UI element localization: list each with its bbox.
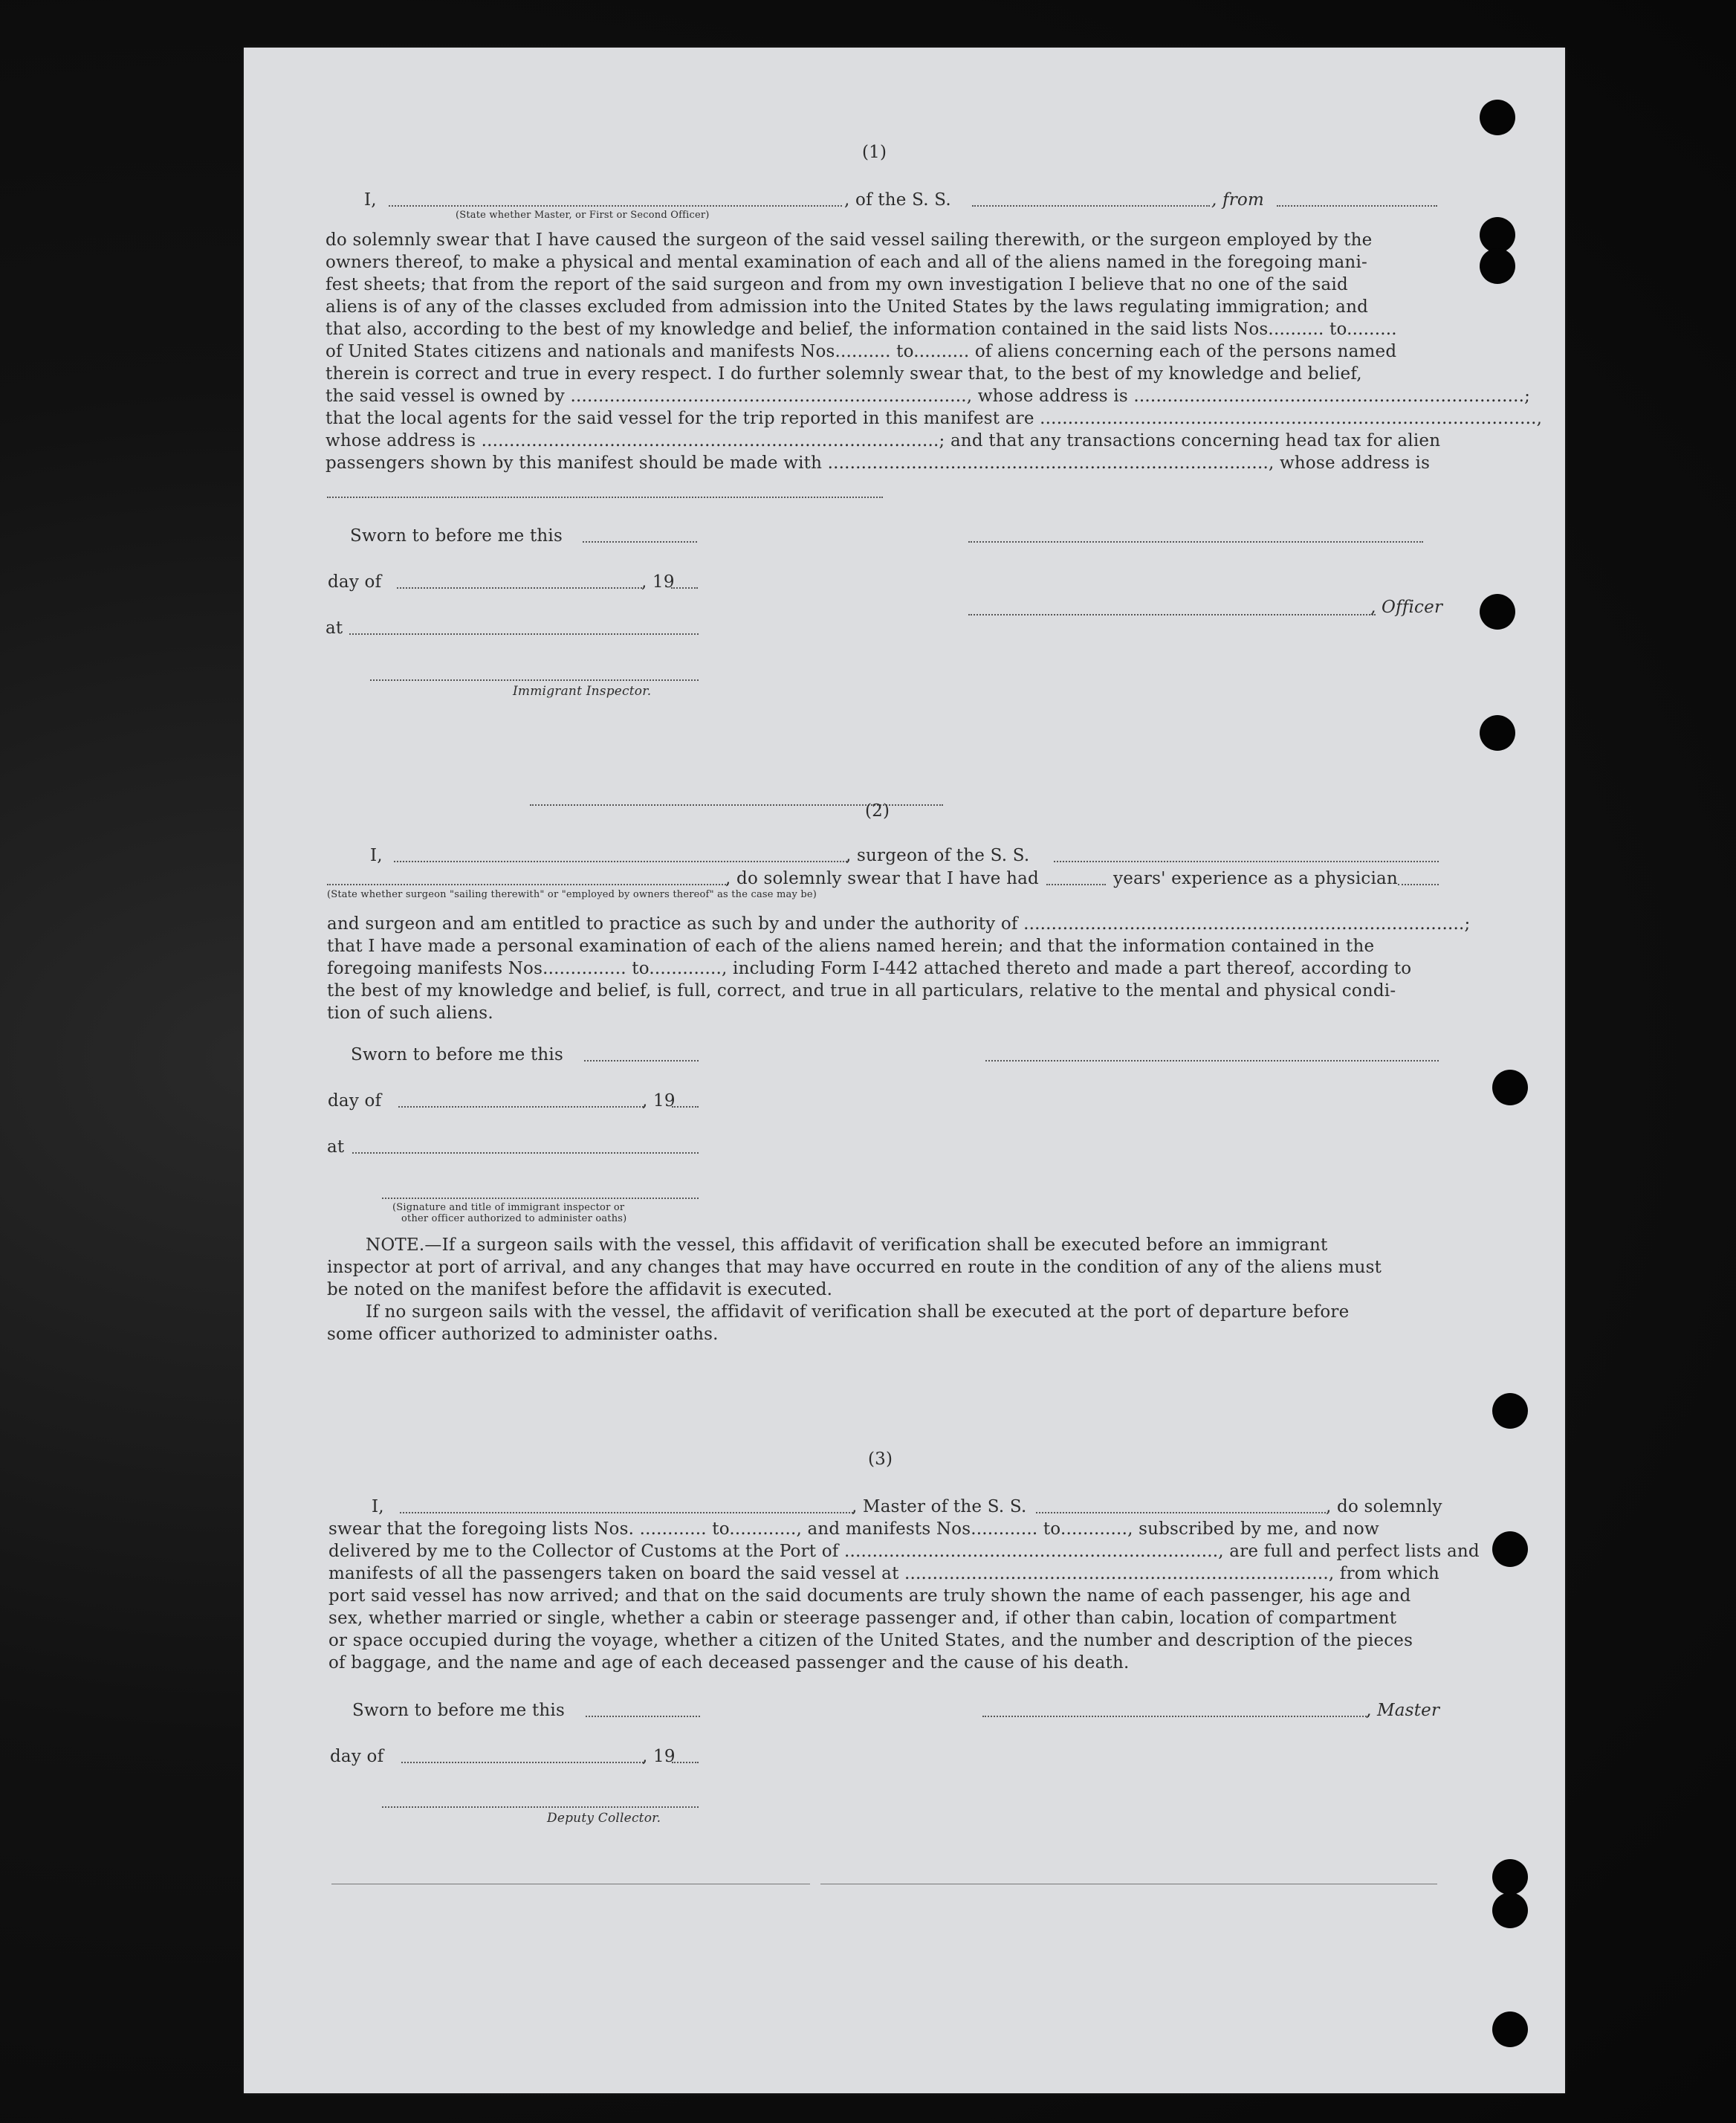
s2-year-label: , 19 xyxy=(642,1091,676,1111)
punch-hole xyxy=(1492,2011,1528,2047)
s1-inspector-label: Immigrant Inspector. xyxy=(513,684,652,699)
s3-master-sign-line xyxy=(982,1716,1369,1717)
s2-sig-note-1: (Signature and title of immigrant inspector or xyxy=(392,1202,625,1213)
s2-authority-line xyxy=(382,1198,699,1199)
s3-sworn-line xyxy=(586,1716,700,1717)
s1-line: aliens is of any of the classes excluded from admission into the United States by the laws regulating immigration; and xyxy=(326,297,1369,317)
s2-at-line xyxy=(352,1152,699,1154)
s3-line: delivered by me to the Collector of Customs at the Port of ..................................................................., are full and perfect lists and xyxy=(328,1542,1480,1561)
s2-tail-line xyxy=(1398,884,1439,885)
s2-sworn-line xyxy=(584,1060,699,1062)
s1-officer-sign-line-top xyxy=(968,541,1423,543)
punch-hole xyxy=(1480,217,1515,253)
s2-line: tion of such aliens. xyxy=(327,1004,493,1023)
s2-dayof-line xyxy=(398,1106,644,1108)
s1-i-label: I, xyxy=(364,190,377,210)
s1-line: of United States citizens and nationals and manifests Nos.......... to.......... of aliens concerning each of the persons named xyxy=(326,342,1397,361)
s2-years-line xyxy=(1046,884,1106,885)
s3-line: sex, whether married or single, whether a cabin or steerage passenger and, if other than cabin, location of compartment xyxy=(328,1609,1397,1628)
s1-at-line xyxy=(349,633,699,635)
s2-sworn-label: Sworn to before me this xyxy=(351,1045,563,1064)
s3-line: swear that the foregoing lists Nos. ............ to............, and manifests Nos............ to............, subscribed by me, and now xyxy=(328,1519,1379,1539)
s2-dayof-label: day of xyxy=(328,1091,382,1111)
s3-master-sign-label: , Master xyxy=(1366,1701,1440,1720)
s2-surgeon-label: , surgeon of the S. S. xyxy=(846,846,1030,865)
s3-master-label: , Master of the S. S. xyxy=(852,1497,1027,1516)
punch-hole xyxy=(1492,1393,1528,1429)
s2-i-label: I, xyxy=(370,846,383,865)
s1-inspector-line xyxy=(370,679,699,681)
document-page xyxy=(244,48,1565,2093)
s1-dayof-label: day of xyxy=(328,572,382,592)
s2-line: the best of my knowledge and belief, is full, correct, and true in all particulars, relative to the mental and physical condi- xyxy=(327,981,1396,1001)
s1-officer-name-line xyxy=(389,205,842,207)
s3-line: port said vessel has now arrived; and that on the said documents are truly shown the name of each passenger, his age and xyxy=(328,1586,1411,1606)
s2-line: that I have made a personal examination of each of the aliens named herein; and that the information contained in the xyxy=(327,937,1375,956)
s1-year-label: , 19 xyxy=(641,572,675,592)
s1-officer-note: (State whether Master, or First or Second Officer) xyxy=(456,210,710,221)
s3-name-line xyxy=(400,1512,853,1513)
s1-line: the said vessel is owned by ......................................................................., whose address is ......................................................................; xyxy=(326,387,1531,406)
s3-year-label: , 19 xyxy=(642,1747,676,1766)
s1-line: that also, according to the best of my knowledge and belief, the information contained in the said lists Nos.......... to......... xyxy=(326,320,1397,339)
punch-hole xyxy=(1480,594,1515,630)
s2-year-line xyxy=(672,1106,699,1108)
s1-from-label: , from xyxy=(1211,190,1264,210)
s3-collector-line xyxy=(382,1806,699,1808)
bleed-through-text xyxy=(348,137,356,163)
s3-line: manifests of all the passengers taken on board the said vessel at ............................................................................, from which xyxy=(328,1564,1439,1583)
s1-dayof-line xyxy=(397,587,642,589)
punch-hole xyxy=(1492,1070,1528,1105)
s1-line: do solemnly swear that I have caused the surgeon of the said vessel sailing therewith, or the surgeon employed by the xyxy=(326,230,1373,250)
s1-line: passengers shown by this manifest should be made with ..............................................................................., whose address is xyxy=(326,453,1431,473)
s2-status-line xyxy=(327,884,728,885)
s3-line: of baggage, and the name and age of each deceased passenger and the cause of his death. xyxy=(328,1653,1130,1673)
s3-dayof-line xyxy=(401,1762,644,1763)
s2-at-label: at xyxy=(327,1137,345,1157)
punch-hole xyxy=(1480,248,1515,284)
section-3-number: (3) xyxy=(868,1450,893,1469)
s1-ship-name-line xyxy=(972,205,1210,207)
s1-from-line xyxy=(1277,205,1437,207)
s1-sworn-line xyxy=(583,541,697,543)
s1-line: owners thereof, to make a physical and mental examination of each and all of the aliens named in the foregoing mani- xyxy=(326,253,1367,272)
s1-continuation-line xyxy=(327,497,883,498)
s3-sworn-label: Sworn to before me this xyxy=(352,1701,565,1720)
s2-status-note: (State whether surgeon "sailing therewith" or "employed by owners thereof" as the case may be) xyxy=(327,889,817,900)
s3-dayof-label: day of xyxy=(330,1747,384,1766)
s2-line: and surgeon and am entitled to practice as such by and under the authority of ...............................................................................; xyxy=(327,914,1471,934)
punch-hole xyxy=(1480,715,1515,751)
s3-year-line xyxy=(672,1762,699,1763)
note-line: be noted on the manifest before the affidavit is executed. xyxy=(327,1280,833,1299)
s1-at-label: at xyxy=(326,618,343,638)
note-line: NOTE.—If a surgeon sails with the vessel, this affidavit of verification shall be executed before an immigrant xyxy=(366,1235,1328,1255)
s1-line: therein is correct and true in every respect. I do further solemnly swear that, to the best of my knowledge and belief, xyxy=(326,364,1362,384)
s2-sig-note-2: other officer authorized to administer oaths) xyxy=(401,1213,627,1224)
s1-ofss-label: , of the S. S. xyxy=(844,190,951,210)
s1-officer-label: , Officer xyxy=(1370,598,1443,617)
s3-ship-line xyxy=(1036,1512,1326,1513)
s1-year-line xyxy=(671,587,698,589)
s1-line: that the local agents for the said vessel for the trip reported in this manifest are ........................................................................................., xyxy=(326,409,1543,428)
s3-collector-label: Deputy Collector. xyxy=(547,1811,661,1826)
section-2-number: (2) xyxy=(865,801,890,821)
s2-line: foregoing manifests Nos............... to............., including Form I-442 attached thereto and made a part thereof, according to xyxy=(327,959,1412,978)
punch-hole xyxy=(1492,1531,1528,1567)
s2-sign-line xyxy=(985,1060,1439,1062)
s2-years-label: years' experience as a physician xyxy=(1113,869,1398,888)
s3-swear-label: , do solemnly xyxy=(1326,1497,1442,1516)
note-line: some officer authorized to administer oaths. xyxy=(327,1325,719,1344)
s3-line: or space occupied during the voyage, whether a citizen of the United States, and the number and description of the pieces xyxy=(328,1631,1413,1650)
section-1-number: (1) xyxy=(862,143,887,162)
punch-hole xyxy=(1492,1893,1528,1928)
s1-sworn-label: Sworn to before me this xyxy=(350,526,563,546)
note-line: If no surgeon sails with the vessel, the affidavit of verification shall be executed at the port of departure before xyxy=(366,1302,1350,1322)
s2-ship-line xyxy=(1054,861,1439,862)
note-line: inspector at port of arrival, and any changes that may have occurred en route in the condition of any of the aliens must xyxy=(327,1258,1382,1277)
s1-officer-sign-line xyxy=(968,614,1376,615)
s3-i-label: I, xyxy=(372,1497,384,1516)
s2-name-line xyxy=(394,861,847,862)
punch-hole xyxy=(1480,100,1515,135)
s1-line: whose address is ..................................................................................; and that any transactions concerning head tax for alien xyxy=(326,431,1441,450)
s2-solemn-label: , do solemnly swear that I have had xyxy=(725,869,1039,888)
s1-line: fest sheets; that from the report of the said surgeon and from my own investigation I believe that no one of the said xyxy=(326,275,1348,294)
punch-hole xyxy=(1492,1859,1528,1895)
